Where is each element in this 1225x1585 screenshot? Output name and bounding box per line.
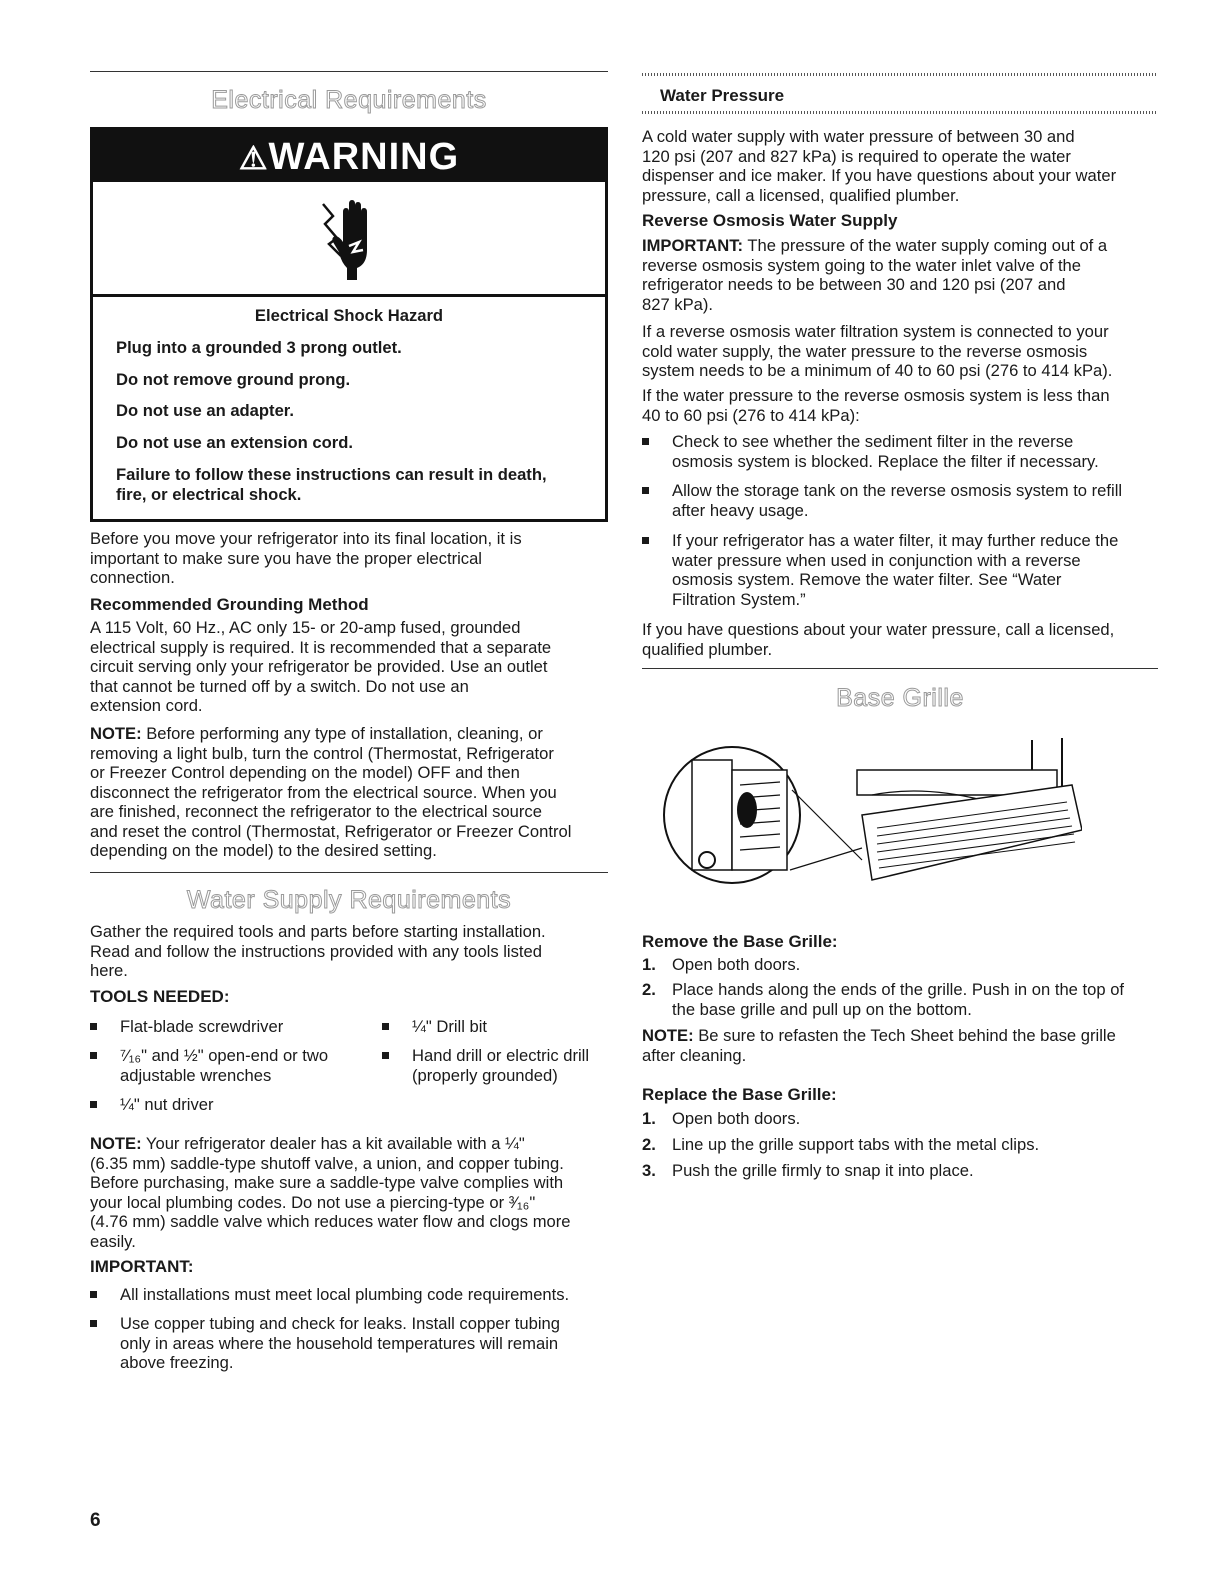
text-line: adjustable wrenches: [120, 1065, 272, 1085]
text-line: here.: [90, 961, 128, 980]
note-label: NOTE:: [90, 724, 142, 743]
step-text: [672, 980, 1124, 1019]
important-text: [120, 1314, 560, 1373]
text-line: osmosis system is blocked. Replace the filter if necessary.: [672, 451, 1099, 471]
text-line: the base grille and pull up on the bottom.: [672, 999, 972, 1019]
text-line: pressure, call a licensed, qualified plumber.: [642, 185, 960, 205]
text-line: All installations must meet local plumbing code requirements.: [120, 1285, 570, 1304]
ro-item-text: [672, 531, 1118, 609]
text-line: Open both doors.: [672, 955, 801, 974]
water-pressure-closing: [642, 620, 1114, 659]
bullet-icon: [90, 1101, 97, 1108]
text-line: The pressure of the water supply coming out of a: [743, 236, 1108, 255]
text-line: ¼" Drill bit: [412, 1017, 488, 1036]
electrical-note: [90, 724, 571, 861]
grounding-heading: Recommended Grounding Method: [90, 595, 369, 614]
text-line: Allow the storage tank on the reverse osmosis system to refill: [672, 481, 1123, 500]
text-line: Hand drill or electric drill: [412, 1046, 590, 1065]
text-line: If the water pressure to the reverse osmosis system is less than: [642, 386, 1110, 405]
text-line: 827 kPa).: [642, 294, 714, 314]
warning-line: Do not use an adapter.: [116, 401, 294, 420]
remove-heading: Remove the Base Grille:: [642, 932, 838, 951]
text-line: If your refrigerator has a water filter, it may further reduce the: [672, 531, 1119, 550]
water-supply-note: [90, 1134, 571, 1251]
text-line: Before you move your refrigerator into its final location, it is: [90, 529, 522, 548]
text-line: (6.35 mm) saddle-type shutoff valve, a union, and copper tubing.: [90, 1153, 564, 1173]
text-line: reverse osmosis system going to the water inlet valve of the: [642, 255, 1082, 275]
water-supply-intro: [90, 922, 546, 981]
warning-icon-area: [93, 182, 605, 297]
text-line: system needs to be a minimum of 40 to 60 psi (276 to 414 kPa).: [642, 361, 1113, 380]
warning-triangle-icon: ⚠: [238, 140, 269, 176]
step-number: 3.: [642, 1161, 656, 1180]
text-line: your local plumbing codes. Do not use a piercing-type or ³⁄₁₆": [90, 1192, 536, 1212]
text-line: Place hands along the ends of the grille. Push in on the top of: [672, 980, 1125, 999]
text-line: connection.: [90, 568, 175, 587]
text-line: depending on the model) to the desired setting.: [90, 841, 437, 860]
text-line: A 115 Volt, 60 Hz., AC only 15- or 20-amp fused, grounded: [90, 618, 521, 637]
text-line: A cold water supply with water pressure of between 30 and: [642, 127, 1075, 146]
text-line: above freezing.: [120, 1353, 234, 1372]
bullet-icon: [382, 1052, 389, 1059]
text-line: circuit serving only your refrigerator be provided. Use an outlet: [90, 657, 548, 676]
text-line: ⁷⁄₁₆" and ½" open-end or two: [120, 1046, 329, 1065]
text-line: (4.76 mm) saddle valve which reduces water flow and clogs more: [90, 1212, 571, 1231]
text-line: Open both doors.: [672, 1109, 801, 1128]
text-line: If a reverse osmosis water filtration system is connected to your: [642, 322, 1109, 341]
text-line: osmosis system. Remove the water filter. See “Water: [672, 570, 1062, 589]
water-pressure-heading: Water Pressure: [660, 86, 785, 105]
electrical-requirements-title: Electrical Requirements: [211, 86, 487, 114]
warning-line: fire, or electrical shock.: [116, 485, 302, 504]
text-line: Before purchasing, make sure a saddle-type valve complies with: [90, 1173, 564, 1192]
text-line: important to make sure you have the proper electrical: [90, 548, 482, 568]
text-line: Filtration System.”: [672, 589, 806, 609]
text-line: If you have questions about your water pressure, call a licensed,: [642, 620, 1115, 639]
warning-header: [93, 130, 605, 182]
base-grille-note: [642, 1026, 1116, 1065]
hazard-title: Electrical Shock Hazard: [254, 306, 444, 325]
text-line: or Freezer Control depending on the model) OFF and then: [90, 763, 520, 782]
bullet-icon: [642, 537, 649, 544]
tool-text: [120, 1046, 328, 1085]
page-number: 6: [90, 1510, 101, 1531]
water-pressure-text: [642, 127, 1116, 205]
bullet-icon: [90, 1023, 97, 1030]
electrical-shock-hand-icon: [319, 194, 379, 284]
important-label: IMPORTANT:: [642, 236, 744, 255]
bullet-icon: [642, 487, 649, 494]
base-grille-title: Base Grille: [836, 684, 964, 712]
text-line: extension cord.: [90, 696, 203, 715]
replace-heading: Replace the Base Grille:: [642, 1085, 837, 1104]
grounding-text: [90, 618, 551, 716]
text-line: 40 to 60 psi (276 to 414 kPa):: [642, 405, 860, 425]
text-line: dispenser and ice maker. If you have questions about your water: [642, 166, 1117, 185]
text-line: Be sure to refasten the Tech Sheet behind the base grille: [693, 1026, 1116, 1045]
warning-line: Failure to follow these instructions can result in death,: [116, 465, 547, 484]
text-line: disconnect the refrigerator from the electrical source. When you: [90, 782, 557, 802]
text-line: qualified plumber.: [642, 639, 773, 659]
ro-paragraph: [642, 322, 1112, 381]
text-line: are finished, reconnect the refrigerator to the electrical source: [90, 802, 542, 821]
ro-heading: Reverse Osmosis Water Supply: [642, 211, 898, 230]
text-line: electrical supply is required. It is recommended that a separate: [90, 637, 552, 657]
section-rule-hatched: [642, 111, 1158, 114]
text-line: Gather the required tools and parts before starting installation.: [90, 922, 546, 941]
electrical-intro: [90, 529, 522, 588]
bullet-icon: [90, 1291, 97, 1298]
bullet-icon: [90, 1052, 97, 1059]
note-label: NOTE:: [642, 1026, 694, 1045]
step-number: 2.: [642, 980, 656, 999]
section-rule-hatched: [642, 73, 1158, 76]
text-line: 120 psi (207 and 827 kPa) is required to operate the water: [642, 146, 1071, 166]
text-line: that cannot be turned off by a switch. Do not use an: [90, 676, 469, 696]
warning-line: Do not remove ground prong.: [116, 370, 351, 389]
text-line: refrigerator needs to be between 30 and 120 psi (207 and: [642, 275, 1066, 294]
ro-item-text: [672, 481, 1122, 520]
warning-box: [90, 127, 608, 522]
water-supply-title: Water Supply Requirements: [186, 886, 512, 914]
section-rule: [90, 71, 608, 72]
section-rule: [90, 872, 608, 873]
text-line: Before performing any type of installation, cleaning, or: [141, 724, 543, 743]
warning-line: Do not use an extension cord.: [116, 433, 353, 452]
text-line: only in areas where the household temperatures will remain: [120, 1333, 559, 1353]
base-grille-illustration: [662, 730, 1082, 890]
text-line: easily.: [90, 1231, 136, 1251]
step-number: 1.: [642, 955, 656, 974]
text-line: Push the grille firmly to snap it into place.: [672, 1161, 974, 1180]
text-line: Read and follow the instructions provided with any tools listed: [90, 941, 542, 961]
ro-important: [642, 236, 1107, 314]
text-line: after heavy usage.: [672, 500, 809, 520]
tool-text: [412, 1046, 589, 1085]
text-line: Use copper tubing and check for leaks. Install copper tubing: [120, 1314, 560, 1333]
step-number: 2.: [642, 1135, 656, 1154]
text-line: after cleaning.: [642, 1045, 747, 1065]
text-line: cold water supply, the water pressure to the reverse osmosis: [642, 341, 1088, 361]
text-line: water pressure when used in conjunction with a reverse: [672, 550, 1081, 570]
text-line: Your refrigerator dealer has a kit available with a ¼": [141, 1134, 525, 1153]
text-line: (properly grounded): [412, 1065, 558, 1085]
warning-label: WARNING: [268, 136, 460, 178]
step-number: 1.: [642, 1109, 656, 1128]
important-heading: IMPORTANT:: [90, 1257, 194, 1276]
tools-heading: TOOLS NEEDED:: [90, 987, 230, 1006]
note-label: NOTE:: [90, 1134, 142, 1153]
text-line: Flat-blade screwdriver: [120, 1017, 284, 1036]
section-rule: [642, 668, 1158, 669]
text-line: Check to see whether the sediment filter in the reverse: [672, 432, 1074, 451]
bullet-icon: [90, 1320, 97, 1327]
bullet-icon: [642, 438, 649, 445]
text-line: and reset the control (Thermostat, Refrigerator or Freezer Control: [90, 821, 572, 841]
warning-line: Plug into a grounded 3 prong outlet.: [116, 338, 402, 357]
text-line: Line up the grille support tabs with the metal clips.: [672, 1135, 1040, 1154]
ro-paragraph: [642, 386, 1110, 425]
text-line: ¼" nut driver: [120, 1095, 214, 1114]
bullet-icon: [382, 1023, 389, 1030]
ro-item-text: [672, 432, 1099, 471]
text-line: removing a light bulb, turn the control (Thermostat, Refrigerator: [90, 743, 554, 763]
